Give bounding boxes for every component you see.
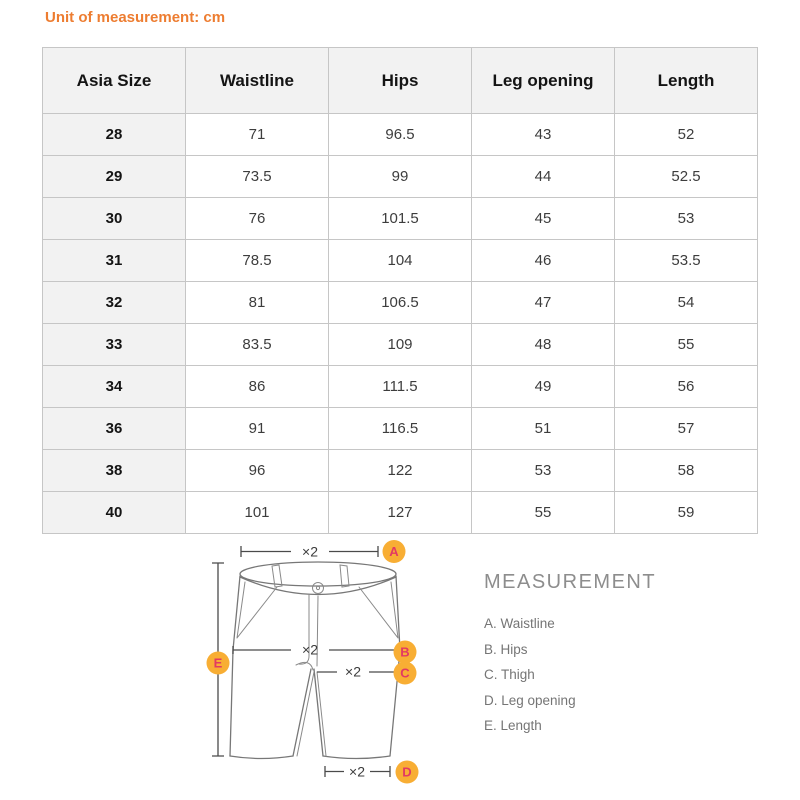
table-row bbox=[43, 408, 758, 450]
cell-leg-opening: 47 bbox=[472, 282, 615, 324]
cell-leg-opening: 45 bbox=[472, 198, 615, 240]
cell-waistline: 71 bbox=[186, 114, 329, 156]
column-header-asia-size: Asia Size bbox=[43, 48, 186, 114]
cell-waistline: 81 bbox=[186, 282, 329, 324]
legend-item-hips: B. Hips bbox=[484, 641, 528, 657]
table-row bbox=[43, 366, 758, 408]
table-row bbox=[43, 114, 758, 156]
shorts-measurement-diagram bbox=[188, 530, 438, 792]
shorts-drawing-icon bbox=[230, 562, 400, 759]
legend-item-waistline: A. Waistline bbox=[484, 616, 555, 631]
times2-label-leg-opening: ×2 bbox=[349, 763, 365, 780]
cell-hips: 122 bbox=[329, 450, 472, 492]
cell-size: 30 bbox=[43, 198, 186, 240]
measurement-legend bbox=[484, 571, 714, 739]
cell-waistline: 96 bbox=[186, 450, 329, 492]
cell-hips: 127 bbox=[329, 492, 472, 534]
cell-length: 57 bbox=[615, 408, 758, 450]
cell-leg-opening: 55 bbox=[472, 492, 615, 534]
badge-b-letter: B bbox=[400, 644, 410, 660]
cell-hips: 116.5 bbox=[329, 408, 472, 450]
legend-item-length: E. Length bbox=[484, 718, 542, 733]
table-row bbox=[43, 198, 758, 240]
cell-waistline: 91 bbox=[186, 408, 329, 450]
legend-item-thigh: C. Thigh bbox=[484, 667, 535, 682]
cell-waistline: 83.5 bbox=[186, 324, 329, 366]
cell-waistline: 76 bbox=[186, 198, 329, 240]
cell-leg-opening: 46 bbox=[472, 240, 615, 282]
cell-hips: 99 bbox=[329, 156, 472, 198]
column-header-hips: Hips bbox=[329, 48, 472, 114]
legend-item-leg-opening: D. Leg opening bbox=[484, 692, 576, 708]
table-row bbox=[43, 324, 758, 366]
cell-size: 38 bbox=[43, 450, 186, 492]
cell-leg-opening: 44 bbox=[472, 156, 615, 198]
cell-length: 59 bbox=[615, 492, 758, 534]
cell-length: 58 bbox=[615, 450, 758, 492]
cell-hips: 104 bbox=[329, 240, 472, 282]
cell-length: 53 bbox=[615, 198, 758, 240]
badge-d-letter: D bbox=[402, 764, 412, 780]
cell-waistline: 73.5 bbox=[186, 156, 329, 198]
table-row bbox=[43, 450, 758, 492]
table-row bbox=[43, 156, 758, 198]
cell-length: 52 bbox=[615, 114, 758, 156]
cell-length: 56 bbox=[615, 366, 758, 408]
column-header-length: Length bbox=[615, 48, 758, 114]
cell-leg-opening: 49 bbox=[472, 366, 615, 408]
cell-size: 40 bbox=[43, 492, 186, 534]
cell-hips: 106.5 bbox=[329, 282, 472, 324]
badge-e-letter: E bbox=[213, 655, 223, 671]
times2-label-waistline: ×2 bbox=[302, 543, 318, 560]
cell-length: 55 bbox=[615, 324, 758, 366]
cell-hips: 111.5 bbox=[329, 366, 472, 408]
times2-label-hips: ×2 bbox=[302, 641, 318, 658]
cell-waistline: 78.5 bbox=[186, 240, 329, 282]
times2-label-thigh: ×2 bbox=[345, 663, 361, 680]
legend-title: MEASUREMENT bbox=[484, 571, 657, 593]
cell-size: 33 bbox=[43, 324, 186, 366]
cell-length: 54 bbox=[615, 282, 758, 324]
cell-leg-opening: 51 bbox=[472, 408, 615, 450]
measurement-badges bbox=[207, 540, 419, 784]
cell-size: 36 bbox=[43, 408, 186, 450]
column-header-leg-opening: Leg opening bbox=[472, 48, 615, 114]
unit-of-measurement-label: Unit of measurement: cm bbox=[45, 9, 226, 26]
cell-leg-opening: 53 bbox=[472, 450, 615, 492]
table-row bbox=[43, 492, 758, 534]
badge-c-letter: C bbox=[400, 665, 410, 681]
cell-hips: 101.5 bbox=[329, 198, 472, 240]
badge-a-letter: A bbox=[389, 544, 399, 559]
cell-size: 29 bbox=[43, 156, 186, 198]
table-row bbox=[43, 282, 758, 324]
cell-hips: 96.5 bbox=[329, 114, 472, 156]
cell-waistline: 101 bbox=[186, 492, 329, 534]
cell-leg-opening: 48 bbox=[472, 324, 615, 366]
column-header-waistline: Waistline bbox=[186, 48, 329, 114]
table-row bbox=[43, 240, 758, 282]
cell-size: 28 bbox=[43, 114, 186, 156]
cell-size: 34 bbox=[43, 366, 186, 408]
cell-leg-opening: 43 bbox=[472, 114, 615, 156]
size-table bbox=[42, 47, 758, 534]
cell-length: 53.5 bbox=[615, 240, 758, 282]
cell-length: 52.5 bbox=[615, 156, 758, 198]
cell-waistline: 86 bbox=[186, 366, 329, 408]
cell-size: 32 bbox=[43, 282, 186, 324]
cell-hips: 109 bbox=[329, 324, 472, 366]
table-header-row bbox=[43, 48, 758, 114]
cell-size: 31 bbox=[43, 240, 186, 282]
